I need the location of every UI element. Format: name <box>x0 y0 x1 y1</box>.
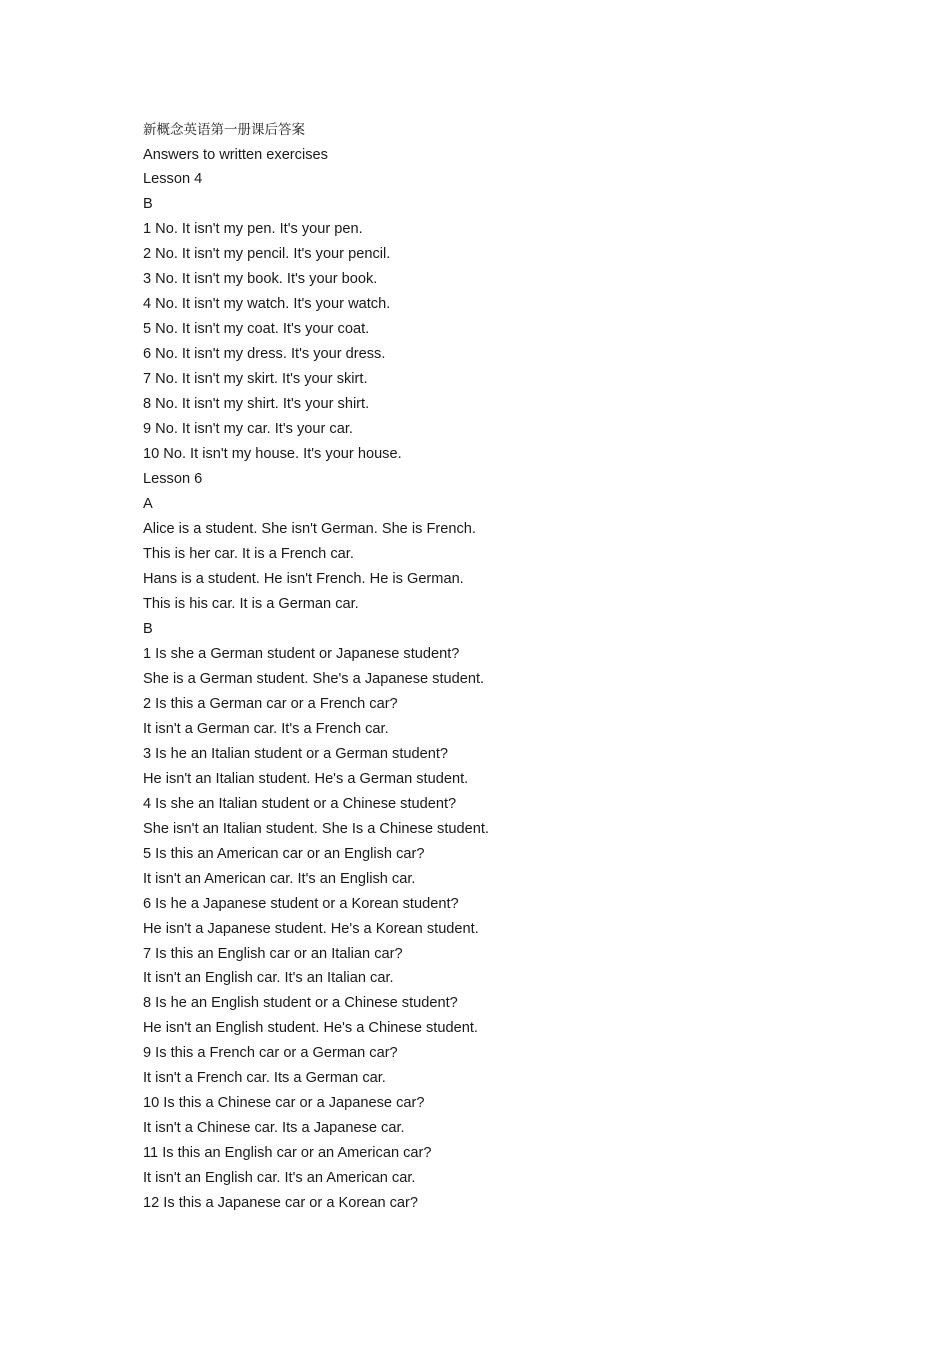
text-line: 6 Is he a Japanese student or a Korean student? <box>143 895 459 912</box>
text-line: He isn't an Italian student. He's a German student. <box>143 770 469 787</box>
text-line: 9 Is this a French car or a German car? <box>143 1045 398 1062</box>
text-line: Lesson 6 <box>143 471 203 488</box>
text-line: He isn't an English student. He's a Chinese student. <box>143 1020 478 1037</box>
text-line: Answers to written exercises <box>143 146 328 163</box>
text-line: 6 No. It isn't my dress. It's your dress. <box>143 346 386 363</box>
text-line: 12 Is this a Japanese car or a Korean car? <box>143 1195 419 1212</box>
text-line: It isn't a German car. It's a French car. <box>143 720 389 737</box>
text-line: He isn't a Japanese student. He's a Korean student. <box>143 920 479 937</box>
text-line: 3 Is he an Italian student or a German student? <box>143 745 449 762</box>
text-line: 1 Is she a German student or Japanese student? <box>143 645 460 662</box>
text-line: B <box>143 620 153 637</box>
text-line: 7 No. It isn't my skirt. It's your skirt. <box>143 371 368 388</box>
text-line: It isn't a Chinese car. Its a Japanese car. <box>143 1120 405 1137</box>
document-body <box>143 143 843 1217</box>
text-line: She isn't an Italian student. She Is a Chinese student. <box>143 820 489 837</box>
document-title: 新概念英语第一册课后答案 <box>143 122 305 138</box>
document-page <box>143 118 843 1216</box>
text-line: 8 No. It isn't my shirt. It's your shirt. <box>143 396 370 413</box>
text-line: Lesson 4 <box>143 171 203 188</box>
text-line: This is her car. It is a French car. <box>143 546 354 562</box>
text-line: It isn't a French car. Its a German car. <box>143 1070 386 1087</box>
text-line: She is a German student. She's a Japanese student. <box>143 670 485 687</box>
text-line: 1 No. It isn't my pen. It's your pen. <box>143 221 363 238</box>
text-line: 10 No. It isn't my house. It's your house. <box>143 446 402 463</box>
text-line: 9 No. It isn't my car. It's your car. <box>143 421 353 438</box>
text-line: B <box>143 196 153 213</box>
text-line: 4 Is she an Italian student or a Chinese student? <box>143 795 457 812</box>
text-line: 7 Is this an English car or an Italian car? <box>143 945 403 962</box>
text-line: 5 Is this an American car or an English car? <box>143 845 425 862</box>
text-line: 2 Is this a German car or a French car? <box>143 695 398 712</box>
text-line: Hans is a student. He isn't French. He is German. <box>143 570 464 587</box>
text-line: 4 No. It isn't my watch. It's your watch. <box>143 296 391 313</box>
text-line: This is his car. It is a German car. <box>143 595 359 612</box>
text-line: Alice is a student. She isn't German. She is French. <box>143 521 476 538</box>
text-line: A <box>143 496 153 513</box>
text-line: 11 Is this an English car or an American car? <box>143 1145 432 1162</box>
text-line: It isn't an American car. It's an English car. <box>143 870 416 887</box>
text-line: It isn't an English car. It's an Italian car. <box>143 970 394 987</box>
text-line: 5 No. It isn't my coat. It's your coat. <box>143 321 370 338</box>
text-line: 3 No. It isn't my book. It's your book. <box>143 271 378 288</box>
text-line: 10 Is this a Chinese car or a Japanese car? <box>143 1095 425 1112</box>
text-line: 8 Is he an English student or a Chinese student? <box>143 995 458 1012</box>
text-line: It isn't an English car. It's an American car. <box>143 1170 416 1187</box>
text-line: 2 No. It isn't my pencil. It's your pencil. <box>143 246 391 263</box>
